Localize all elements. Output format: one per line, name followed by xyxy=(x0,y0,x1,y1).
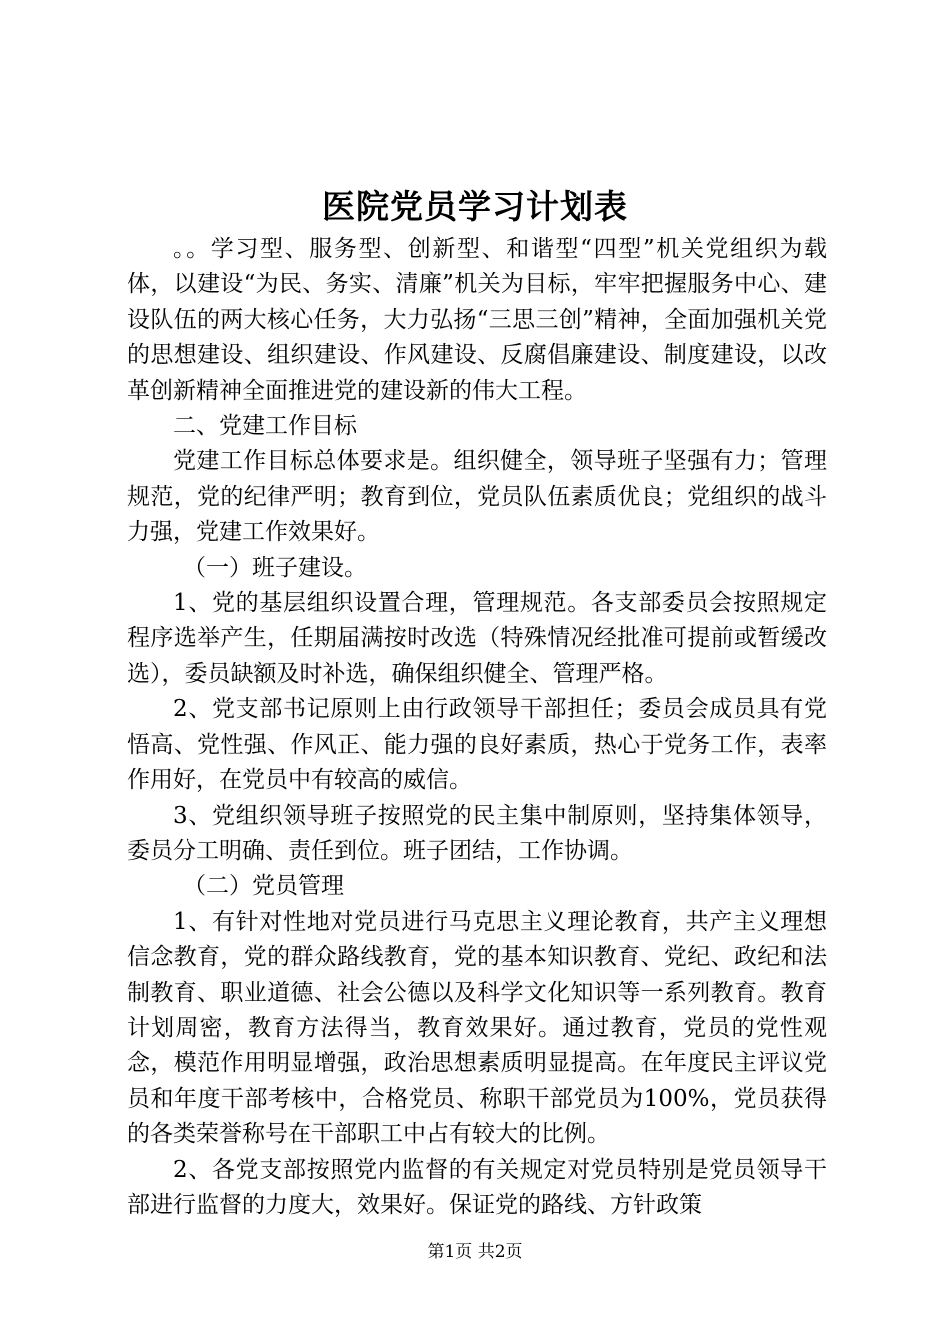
document-title: 医院党员学习计划表 xyxy=(322,187,628,226)
document-body xyxy=(127,232,827,1223)
paragraph-team-3: 3、党组织领导班子按照党的民主集中制原则，坚持集体领导，委员分工明确、责任到位。班子团结，工作协调。 xyxy=(127,802,827,864)
subsection-heading-team: （一）班子建设。 xyxy=(183,554,367,581)
page-number-footer: 第1页 共2页 xyxy=(427,1242,523,1262)
subsection-heading-members: （二）党员管理 xyxy=(183,873,344,900)
paragraph-intro: 。。学习型、服务型、创新型、和谐型“四型”机关党组织为载体，以建设“为民、务实、清廉”机关为目标，牢牢把握服务中心、建设队伍的两大核心任务，大力弘扬“三思三创”精神，全面加强机关党的思想建设、组织建设、作风建设、反腐倡廉建设、制度建设，以改革创新精神全面推进党的建设新的伟大工程。 xyxy=(127,236,827,404)
section-heading-goals: 二、党建工作目标 xyxy=(173,413,357,440)
paragraph-members-2: 2、各党支部按照党内监督的有关规定对党员特别是党员领导干部进行监督的力度大，效果好。保证党的路线、方针政策 xyxy=(127,1156,827,1218)
paragraph-team-2: 2、党支部书记原则上由行政领导干部担任；委员会成员具有党悟高、党性强、作风正、能力强的良好素质，热心于党务工作，表率作用好，在党员中有较高的威信。 xyxy=(127,696,827,794)
paragraph-goals: 党建工作目标总体要求是。组织健全，领导班子坚强有力；管理规范，党的纪律严明；教育到位，党员队伍素质优良；党组织的战斗力强，党建工作效果好。 xyxy=(127,448,827,546)
paragraph-team-1: 1、党的基层组织设置合理，管理规范。各支部委员会按照规定程序选举产生，任期届满按时改选（特殊情况经批准可提前或暂缓改选），委员缺额及时补选，确保组织健全、管理严格。 xyxy=(127,590,827,687)
paragraph-members-1: 1、有针对性地对党员进行马克思主义理论教育，共产主义理想信念教育，党的群众路线教育，党的基本知识教育、党纪、政纪和法制教育、职业道德、社会公德以及科学文化知识等一系列教育。教育计划周密，教育方法得当，教育效果好。通过教育，党员的党性观念，模范作用明显增强，政治思想素质明显提高。在年度民主评议党员和年度干部考核中，合格党员、称职干部党员为100%，党员获得的各类荣誉称号在干部职工中占有较大的比例。 xyxy=(127,908,827,1148)
